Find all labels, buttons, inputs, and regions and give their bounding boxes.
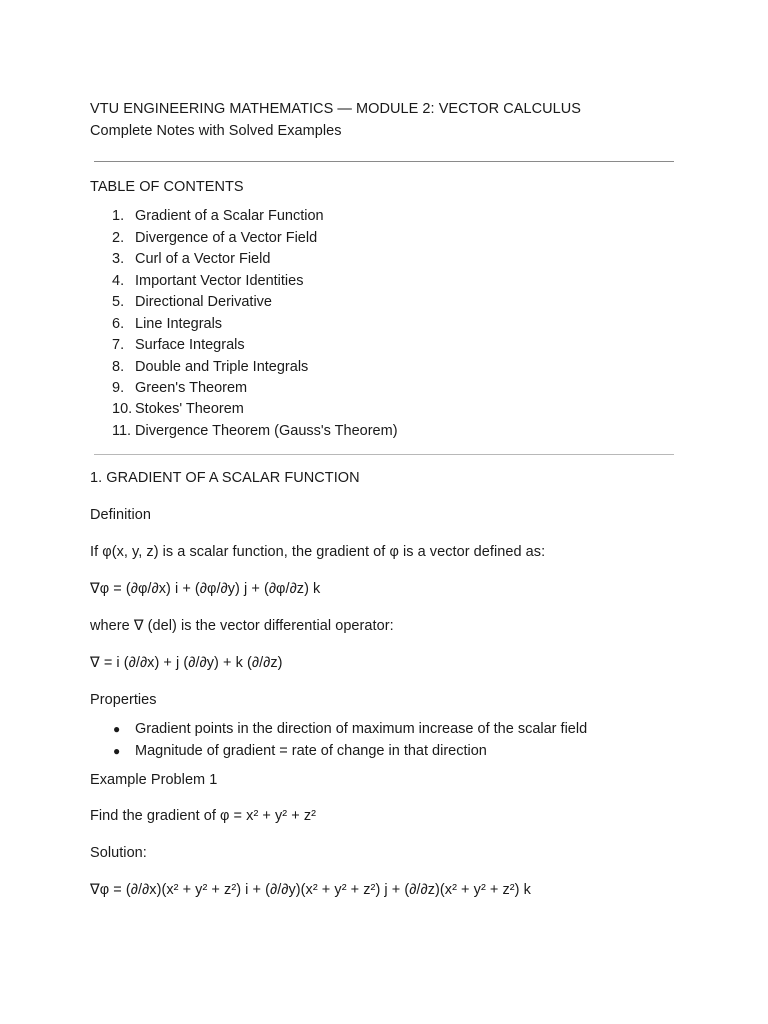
toc-item-label: Curl of a Vector Field <box>135 251 271 267</box>
definition-text: If φ(x, y, z) is a scalar function, the gradient of φ is a vector defined as: <box>90 544 546 560</box>
toc-item-label: Double and Triple Integrals <box>135 359 309 375</box>
toc-item-number: 6. <box>112 316 125 332</box>
toc-divider <box>94 454 674 455</box>
toc-item-label: Directional Derivative <box>135 294 272 310</box>
toc-item <box>112 379 247 397</box>
example-text: Find the gradient of φ = x² + y² + z² <box>90 808 317 824</box>
toc-item-label: Green's Theorem <box>135 380 248 396</box>
toc-item-label: Gradient of a Scalar Function <box>135 208 324 224</box>
list-item <box>113 720 587 738</box>
toc-item <box>112 358 308 376</box>
header-divider <box>94 161 674 162</box>
toc-item-label: Stokes' Theorem <box>135 401 244 417</box>
toc-item <box>112 272 303 290</box>
toc-item <box>112 422 398 440</box>
toc-item-label: Important Vector Identities <box>135 273 304 289</box>
definition-heading: Definition <box>90 507 151 523</box>
property-text: Magnitude of gradient = rate of change in that direction <box>135 743 487 759</box>
toc-item <box>112 207 324 225</box>
toc-item <box>112 315 222 333</box>
bullet-icon: ● <box>113 722 121 736</box>
example-heading: Example Problem 1 <box>90 772 218 788</box>
del-operator-formula: ∇ = i (∂/∂x) + j (∂/∂y) + k (∂/∂z) <box>90 655 283 671</box>
toc-item-label: Divergence Theorem (Gauss's Theorem) <box>135 423 398 439</box>
toc-item-number: 3. <box>112 251 125 267</box>
solution-label: Solution: <box>90 845 147 861</box>
toc-item-number: 11. <box>112 423 132 439</box>
solution-formula: ∇φ = (∂/∂x)(x² + y² + z²) i + (∂/∂y)(x² + y² + z²) j + (∂/∂z)(x² + y² + z²) k <box>90 882 531 898</box>
toc-item <box>112 229 317 247</box>
document-title: VTU ENGINEERING MATHEMATICS — MODULE 2: VECTOR CALCULUS <box>90 101 581 117</box>
del-operator-text: where ∇ (del) is the vector differential operator: <box>90 618 394 634</box>
gradient-formula: ∇φ = (∂φ/∂x) i + (∂φ/∂y) j + (∂φ/∂z) k <box>90 581 321 597</box>
toc-item <box>112 400 244 418</box>
toc-item-number: 9. <box>112 380 125 396</box>
toc-heading: TABLE OF CONTENTS <box>90 179 244 195</box>
toc-item-number: 4. <box>112 273 125 289</box>
toc-item-number: 5. <box>112 294 125 310</box>
list-item <box>113 742 487 760</box>
toc-item-number: 1. <box>112 208 125 224</box>
toc-item-number: 2. <box>112 230 125 246</box>
bullet-icon: ● <box>113 744 121 758</box>
toc-item <box>112 293 272 311</box>
toc-item-label: Divergence of a Vector Field <box>135 230 318 246</box>
properties-heading: Properties <box>90 692 157 708</box>
section-heading: 1. GRADIENT OF A SCALAR FUNCTION <box>90 470 360 486</box>
document-subtitle: Complete Notes with Solved Examples <box>90 123 342 139</box>
toc-item-label: Surface Integrals <box>135 337 245 353</box>
toc-item-label: Line Integrals <box>135 316 223 332</box>
toc-item <box>112 336 245 354</box>
toc-item <box>112 250 270 268</box>
property-text: Gradient points in the direction of maximum increase of the scalar field <box>135 721 588 737</box>
toc-item-number: 10. <box>112 401 133 417</box>
toc-item-number: 8. <box>112 359 125 375</box>
toc-item-number: 7. <box>112 337 125 353</box>
